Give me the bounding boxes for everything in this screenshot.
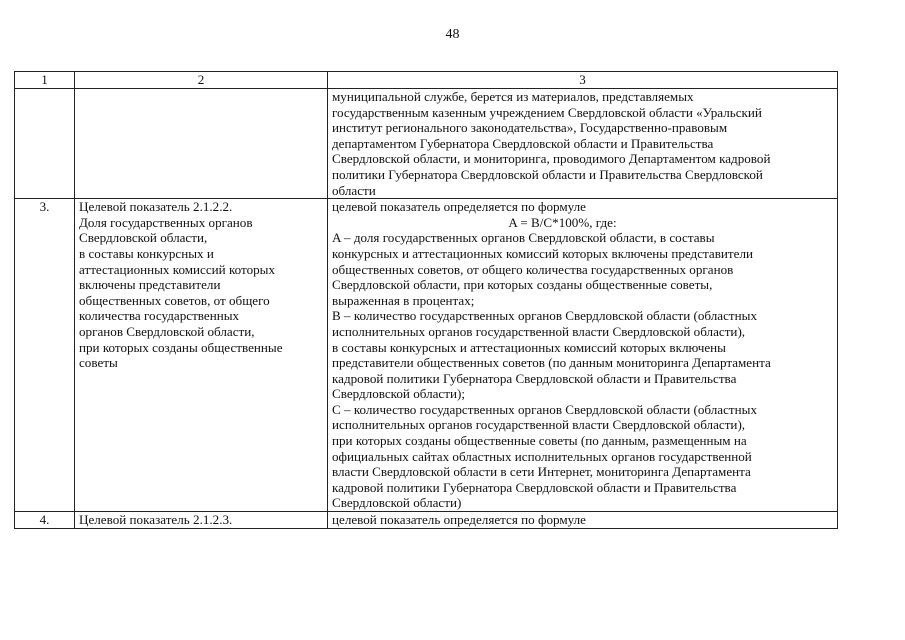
indicators-table bbox=[14, 71, 838, 529]
text-line: институт регионального законодательства», Государственно-правовым bbox=[332, 120, 728, 136]
text-line: Свердловской области, при которых созданы общественные советы, bbox=[332, 277, 713, 293]
header-cell-2: 2 bbox=[75, 72, 328, 89]
row-number-cell bbox=[15, 199, 75, 512]
header-cell-3: 3 bbox=[328, 72, 838, 89]
table-row-4 bbox=[15, 512, 838, 529]
text-line: аттестационных комиссий которых bbox=[79, 261, 276, 277]
text-line: выраженная в процентах; bbox=[332, 292, 475, 308]
formula-intro: целевой показатель определяется по формуле bbox=[332, 199, 586, 215]
formula: A = B/C*100%, где: bbox=[508, 214, 617, 230]
text-line: политики Губернатора Свердловской области и Правительства Свердловской bbox=[332, 166, 763, 182]
text-line: включены представители bbox=[79, 277, 221, 293]
text-line: муниципальной службе, берется из материалов, представляемых bbox=[332, 89, 694, 104]
table-row-3 bbox=[15, 199, 838, 512]
text-line: конкурсных и аттестационных комиссий которых включены представители bbox=[332, 245, 753, 261]
text-line: Свердловской области) bbox=[332, 495, 462, 511]
text-line: Целевой показатель 2.1.2.2. bbox=[79, 199, 233, 215]
text-line: представители общественных советов (по данным мониторинга Департамента bbox=[332, 355, 771, 371]
text-line: официальных сайтах областных исполнительных органов государственной bbox=[332, 448, 752, 464]
row-number: 3. bbox=[39, 199, 50, 215]
text-line: в составы конкурсных и bbox=[79, 245, 214, 261]
header-cell-1: 1 bbox=[15, 72, 75, 89]
page-number: 48 bbox=[445, 27, 460, 42]
row-name-cell bbox=[75, 512, 328, 529]
text-line: департаментом Губернатора Свердловской области и Правительства bbox=[332, 135, 714, 151]
text-line: власти Свердловской области в сети Интернет, мониторинга Департамента bbox=[332, 464, 751, 480]
text-line: общественных советов, от общего bbox=[79, 292, 270, 308]
row-number-cell bbox=[15, 512, 75, 529]
text-line: Свердловской области, bbox=[79, 230, 208, 246]
text-line: кадровой политики Губернатора Свердловской области и Правительства bbox=[332, 370, 737, 386]
text-line: при которых созданы общественные советы (по данным, размещенным на bbox=[332, 433, 747, 449]
row-description-cell bbox=[328, 199, 838, 512]
text-line: C – количество государственных органов Свердловской области (областных bbox=[332, 401, 758, 417]
text-line: государственным казенным учреждением Свердловской области «Уральский bbox=[332, 104, 762, 120]
row-name-cell bbox=[75, 199, 328, 512]
text-line: Свердловской области); bbox=[332, 386, 465, 402]
text-line: исполнительных органов государственной власти Свердловской области), bbox=[332, 417, 746, 433]
text-line: Доля государственных органов bbox=[79, 214, 253, 230]
text-line: количества государственных bbox=[79, 308, 240, 324]
text-line: B – количество государственных органов Свердловской области (областных bbox=[332, 308, 758, 324]
text-line: Свердловской области, и мониторинга, проводимого Департаментом кадровой bbox=[332, 151, 771, 167]
row-description-cell bbox=[328, 512, 838, 529]
text-line: исполнительных органов государственной власти Свердловской области), bbox=[332, 323, 746, 339]
table-header-row bbox=[15, 72, 838, 89]
text-line: советы bbox=[79, 355, 118, 371]
row-number-cell bbox=[15, 89, 75, 199]
text-line: области bbox=[332, 182, 376, 198]
text-line: общественных советов, от общего количества государственных органов bbox=[332, 261, 734, 277]
formula-intro: целевой показатель определяется по формуле bbox=[332, 512, 586, 528]
text-line: кадровой политики Губернатора Свердловской области и Правительства bbox=[332, 479, 737, 495]
text-line: органов Свердловской области, bbox=[79, 323, 255, 339]
text-line: A – доля государственных органов Свердловской области, в составы bbox=[332, 230, 715, 246]
row-description-cell bbox=[328, 89, 838, 199]
text-line: в составы конкурсных и аттестационных комиссий которых включены bbox=[332, 339, 726, 355]
text-line: Целевой показатель 2.1.2.3. bbox=[79, 512, 233, 528]
table-row-continuation bbox=[15, 89, 838, 199]
row-name-cell bbox=[75, 89, 328, 199]
text-line: при которых созданы общественные bbox=[79, 339, 283, 355]
row-number: 4. bbox=[39, 512, 50, 528]
